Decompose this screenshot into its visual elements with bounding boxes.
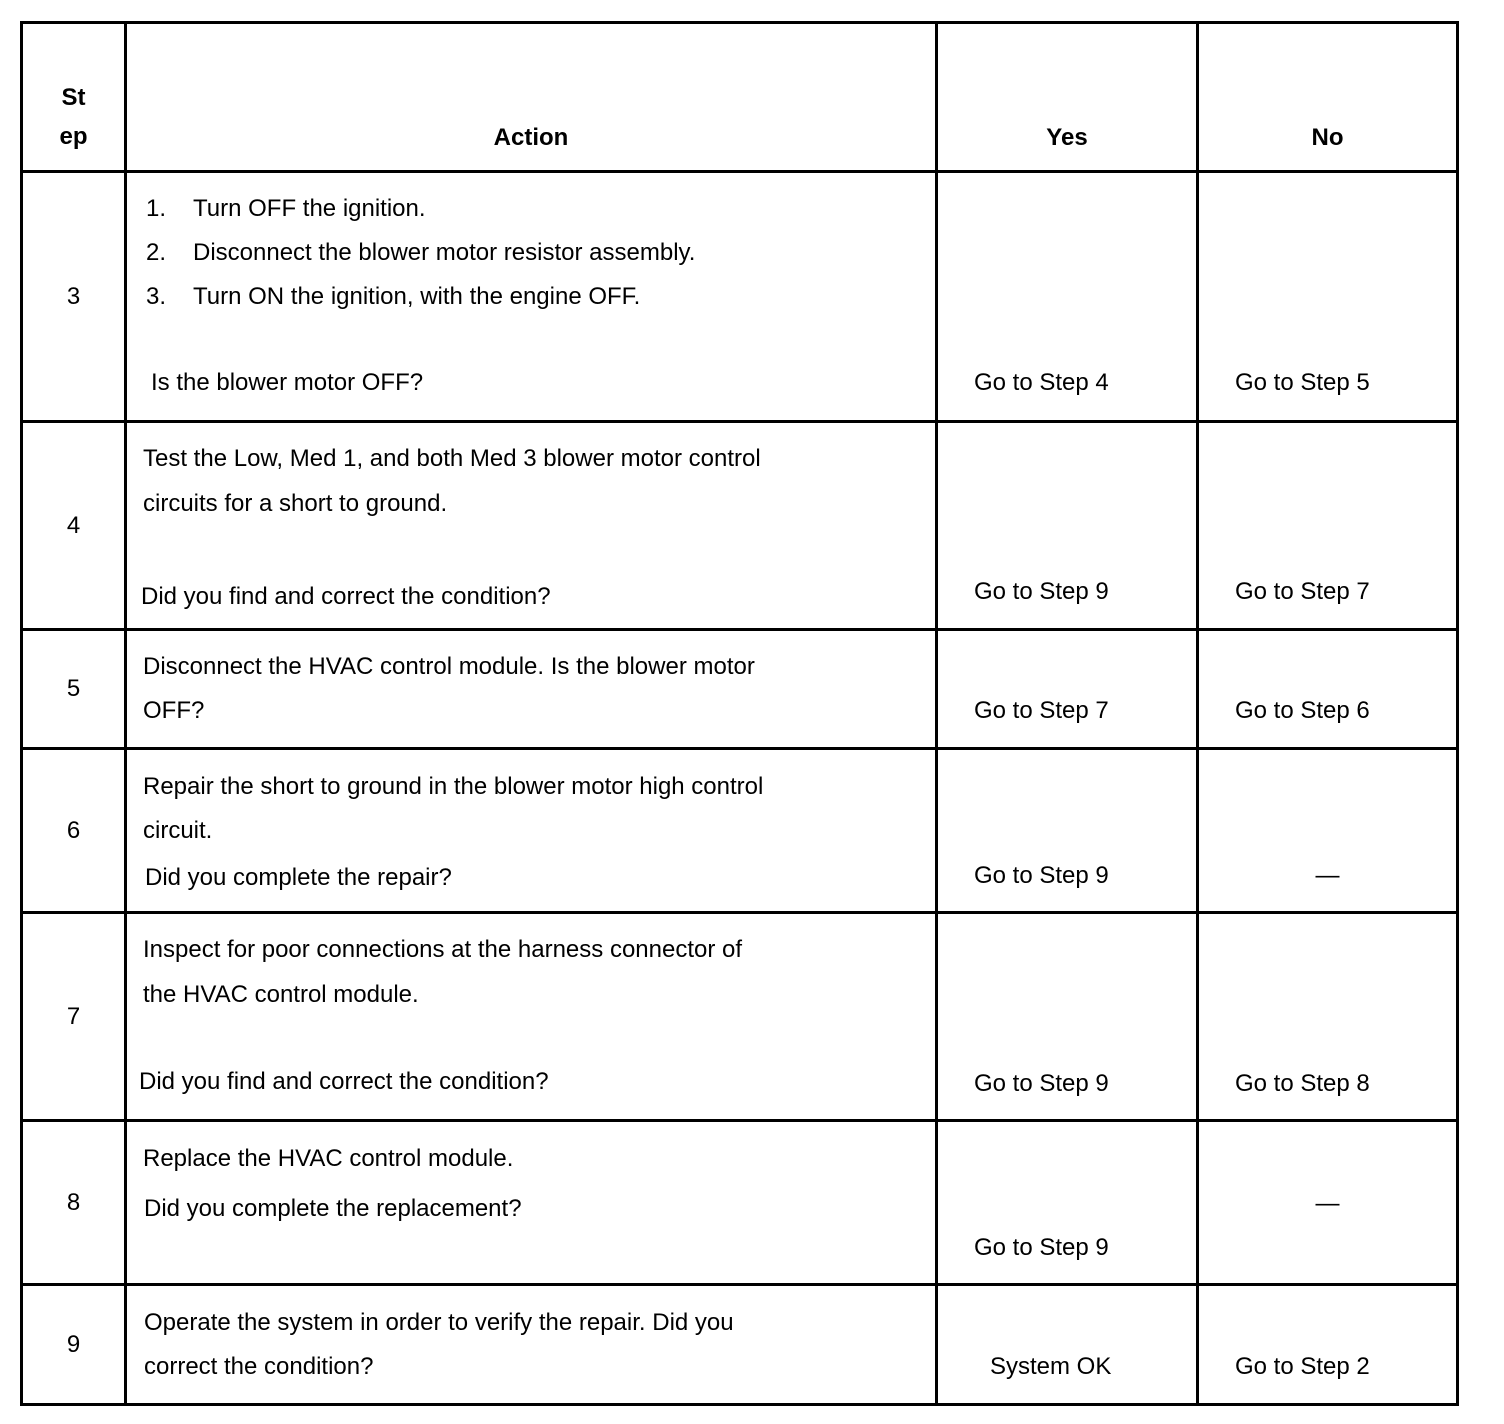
action-line: OFF? [143, 697, 205, 724]
table-row [22, 749, 1458, 913]
no-cell [1198, 630, 1458, 749]
no-value: — [1315, 862, 1340, 889]
yes-value: Go to Step 9 [974, 862, 1109, 889]
action-line: Replace the HVAC control module. [143, 1145, 514, 1172]
yes-value: Go to Step 9 [974, 578, 1109, 605]
action-line: the HVAC control module. [143, 981, 419, 1008]
table-row [22, 172, 1458, 422]
table-row [22, 1121, 1458, 1285]
yes-value: Go to Step 9 [974, 1070, 1109, 1097]
table-row [22, 630, 1458, 749]
action-line: correct the condition? [144, 1353, 374, 1380]
yes-value: Go to Step 4 [974, 369, 1109, 396]
action-question: Did you find and correct the condition? [141, 583, 551, 610]
no-cell [1198, 1285, 1458, 1405]
action-line: 1. Turn OFF the ignition. [146, 195, 426, 222]
action-line: Disconnect the HVAC control module. Is the blower motor [143, 653, 755, 680]
action-line: Inspect for poor connections at the harness connector of [143, 936, 743, 963]
step-number: 6 [22, 749, 126, 913]
action-cell [126, 913, 937, 1121]
header-no: No [1198, 23, 1458, 172]
yes-cell [937, 913, 1198, 1121]
action-cell [126, 749, 937, 913]
no-cell [1198, 1121, 1458, 1285]
header-step-line1: St [61, 84, 86, 111]
yes-cell [937, 172, 1198, 422]
no-value: Go to Step 2 [1235, 1353, 1370, 1380]
action-cell [126, 1285, 937, 1405]
action-question: Did you complete the replacement? [144, 1195, 522, 1222]
table-row [22, 913, 1458, 1121]
step-number: 4 [22, 422, 126, 630]
no-value: — [1315, 1190, 1340, 1217]
no-cell [1198, 422, 1458, 630]
no-cell [1198, 913, 1458, 1121]
action-line: 3. Turn ON the ignition, with the engine OFF. [146, 283, 641, 310]
table-row [22, 1285, 1458, 1405]
header-action: Action [126, 23, 937, 172]
action-line: Test the Low, Med 1, and both Med 3 blower motor control [143, 445, 761, 472]
no-value: Go to Step 6 [1235, 697, 1370, 724]
step-number: 8 [22, 1121, 126, 1285]
table-row [22, 422, 1458, 630]
header-step [22, 23, 126, 172]
action-line: circuit. [143, 817, 213, 844]
yes-cell [937, 1121, 1198, 1285]
action-cell [126, 172, 937, 422]
action-line: circuits for a short to ground. [143, 490, 448, 517]
yes-value: Go to Step 7 [974, 697, 1109, 724]
header-yes: Yes [937, 23, 1198, 172]
no-cell [1198, 172, 1458, 422]
action-cell [126, 422, 937, 630]
yes-cell [937, 630, 1198, 749]
header-row [22, 23, 1458, 172]
diagnostic-table [20, 21, 1459, 1406]
action-cell [126, 1121, 937, 1285]
action-cell [126, 630, 937, 749]
no-value: Go to Step 7 [1235, 578, 1370, 605]
action-line: Operate the system in order to verify the repair. Did you [144, 1309, 734, 1336]
yes-cell [937, 749, 1198, 913]
no-value: Go to Step 8 [1235, 1070, 1370, 1097]
yes-cell [937, 422, 1198, 630]
no-cell [1198, 749, 1458, 913]
action-question: Is the blower motor OFF? [151, 369, 424, 396]
step-number: 7 [22, 913, 126, 1121]
yes-cell [937, 1285, 1198, 1405]
action-line: 2. Disconnect the blower motor resistor assembly. [146, 239, 696, 266]
header-step-line2: ep [59, 123, 88, 150]
action-line: Repair the short to ground in the blower motor high control [143, 773, 764, 800]
yes-value: System OK [990, 1353, 1112, 1380]
yes-value: Go to Step 9 [974, 1234, 1109, 1261]
step-number: 3 [22, 172, 126, 422]
action-question: Did you complete the repair? [145, 864, 452, 891]
action-question: Did you find and correct the condition? [139, 1068, 549, 1095]
step-number: 9 [22, 1285, 126, 1405]
no-value: Go to Step 5 [1235, 369, 1370, 396]
step-number: 5 [22, 630, 126, 749]
